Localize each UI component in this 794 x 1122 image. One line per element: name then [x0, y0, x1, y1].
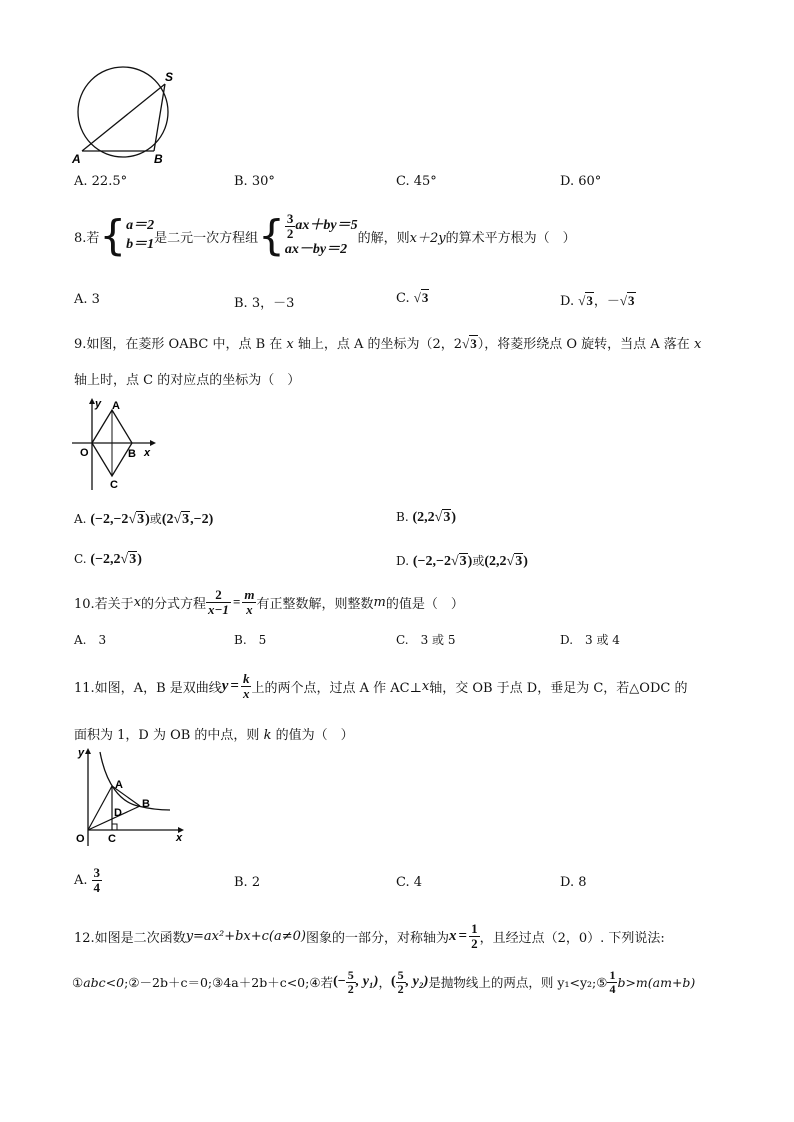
q9-opt-a-2e: ,−2) — [190, 512, 214, 527]
q10-eq: = — [232, 594, 241, 609]
label-A: A — [72, 152, 81, 166]
label-B: B — [128, 448, 136, 460]
question-9-line2: 轴上时，点 C 的对应点的坐标为（ ） — [74, 373, 301, 388]
q9-x: x — [286, 337, 294, 352]
q10-option-a: A. 3 — [74, 633, 107, 647]
q8-opt-d-prefix: D. — [560, 294, 575, 309]
label-x: x — [176, 832, 183, 844]
q12-func: y=ax²+bx+c(a≠0) — [185, 928, 306, 944]
q12-p1-num: 5 — [347, 967, 354, 982]
q8-opt-c-rad: 3 — [421, 290, 429, 305]
q11-text-b: 上的两个点，过点 A 作 AC⊥ — [251, 680, 422, 696]
q9-line1-a: 9.如图，在菱形 OABC 中，点 B 在 — [74, 337, 287, 352]
q7-option-a: A. 22.5° — [74, 174, 128, 189]
q11-k: k — [263, 728, 272, 743]
q9-opt-b: (2,2 — [412, 510, 435, 525]
q10-option-c: C. 3 或 5 — [396, 633, 456, 647]
sqrt-icon: √3 — [434, 510, 451, 525]
q12-s1m: abc<0 — [83, 974, 125, 990]
q12-line1-a: 12.如图是二次函数 — [74, 930, 186, 946]
segment-BS — [154, 84, 165, 151]
q11-text-a: 11.如图，A，B 是双曲线 — [74, 680, 222, 696]
q9-opt-c-prefix: C. — [74, 552, 87, 566]
q12-s4: 是抛物线上的两点，则 y₁<y₂;⑤ — [428, 975, 608, 990]
q9-opt-d-rad1: 3 — [459, 554, 467, 569]
q12-axis-x: x — [449, 927, 457, 944]
q8-system-2 — [285, 212, 358, 259]
x-axis-arrow-icon — [150, 440, 156, 446]
q10-f2-den: x — [246, 601, 253, 617]
label-C: C — [110, 479, 118, 491]
label-y: y — [78, 747, 85, 759]
q9-option-a — [74, 510, 213, 528]
q7-option-c: C. 45° — [396, 174, 437, 189]
q8-system-1 — [126, 217, 154, 255]
q8-option-a: A. 3 — [74, 292, 100, 307]
q8-opt-d-sep: ，－ — [593, 294, 620, 309]
q9-x2: x — [693, 337, 702, 352]
q11-option-a — [74, 860, 102, 900]
q10-text-d: 的值是（ ） — [385, 596, 464, 612]
sqrt-icon: √3 — [462, 336, 477, 351]
q8-prefix: 8.若 — [74, 230, 100, 246]
sqrt-icon: √3 — [619, 293, 635, 308]
rhombus-figure — [68, 396, 160, 492]
q7-option-d: D. 60° — [560, 174, 602, 189]
brace-icon: { — [258, 211, 285, 260]
sqrt-icon: √3 — [450, 554, 467, 569]
q11-line2-a: 面积为 1，D 为 OB 的中点，则 — [74, 728, 264, 743]
hyperbola-figure — [70, 744, 190, 848]
q12-p2-num: 5 — [397, 967, 404, 982]
q9-opt-a-rad1: 3 — [137, 512, 145, 527]
q9-option-b — [396, 510, 456, 526]
q9-rad: 3 — [470, 336, 477, 351]
sqrt-icon: √3 — [173, 512, 190, 527]
brace-icon: { — [99, 211, 127, 260]
q11-opt-a-den: 4 — [93, 879, 101, 895]
q11-opt-a-num: 3 — [93, 864, 101, 880]
q8-option-b: B. 3，－3 — [234, 296, 295, 311]
question-12-line1 — [74, 916, 665, 956]
q12-q-den: 4 — [609, 981, 616, 996]
label-C: C — [108, 833, 116, 845]
q12-q-fraction — [607, 969, 617, 995]
q8-fraction — [285, 212, 296, 240]
q9-opt-d-prefix: D. — [396, 554, 410, 568]
q9-opt-b-prefix: B. — [396, 510, 409, 524]
q9-opt-d-1e: ) — [467, 554, 473, 569]
sqrt-icon: √3 — [128, 512, 145, 527]
q11-frac-k: k — [242, 670, 250, 686]
q12-axis-fraction — [469, 922, 480, 950]
right-angle-icon — [112, 824, 117, 830]
q12-p2-close: , y₂) — [405, 974, 429, 989]
q8-sys1-line2: b＝1 — [126, 237, 155, 252]
q8-option-d — [560, 290, 636, 309]
q10-option-d: D. 3 或 4 — [560, 633, 620, 647]
q12-s1: ① — [72, 974, 84, 990]
question-11-line1 — [74, 666, 687, 706]
q12-p2-fraction — [396, 969, 406, 995]
segment-OA — [88, 786, 112, 830]
q10-text-c: 有正整数解，则整数 — [256, 596, 374, 612]
q8-opt-d-rad1: 3 — [586, 293, 593, 308]
q12-comma: ， — [378, 975, 391, 990]
q9-opt-b-rad: 3 — [443, 510, 451, 525]
q12-p1-den: 2 — [347, 981, 354, 996]
q11-text-b2: 轴，交 OB 于点 D，垂足为 C，若△ODC 的 — [429, 680, 688, 696]
question-10 — [74, 582, 464, 622]
q11-eq: = — [230, 677, 239, 694]
q8-frac-den: 2 — [286, 226, 294, 242]
label-B: B — [142, 798, 150, 810]
q8-expr: x＋2y — [409, 230, 446, 246]
q12-p1-close: , y₁) — [355, 974, 379, 989]
q12-axis-num: 1 — [471, 920, 478, 936]
q9-opt-d-2: (2,2 — [484, 554, 507, 569]
q9-opt-d-or: 或 — [472, 554, 485, 568]
q8-suffix-post: 的算术平方根为（ ） — [445, 230, 576, 246]
label-y: y — [95, 398, 102, 410]
question-11-line2 — [74, 724, 354, 743]
q11-x: x — [421, 678, 430, 694]
q11-frac-x: x — [242, 685, 250, 701]
sqrt-icon: √3 — [413, 290, 429, 305]
q10-text-b: 的分式方程 — [141, 596, 207, 612]
q8-option-c — [396, 290, 429, 306]
sqrt-icon: √3 — [506, 554, 523, 569]
label-O: O — [76, 833, 85, 845]
q11-option-c: C. 4 — [396, 875, 423, 890]
q10-fraction-2 — [242, 588, 256, 616]
q12-p1-fraction — [346, 969, 356, 995]
q9-opt-c-e: ) — [137, 552, 142, 567]
q8-sys2-line1-rest: ax＋by＝5 — [295, 218, 358, 234]
q8-sys2-line2: ax－by＝2 — [284, 241, 348, 257]
q11-option-b: B. 2 — [234, 875, 261, 890]
hyperbola-curve — [100, 752, 170, 810]
question-12-line2 — [72, 962, 695, 1002]
q11-line2-b: 的值为（ ） — [271, 728, 354, 743]
q9-opt-c: (−2,2 — [90, 552, 121, 567]
q10-m: m — [373, 594, 386, 610]
q9-line1-c: ），将菱形绕点 O 旋转，当点 A 落在 — [477, 337, 694, 352]
q12-line1-b: 图象的一部分，对称轴为 — [306, 930, 450, 946]
q12-p2-den: 2 — [397, 981, 404, 996]
q9-opt-d-1: (−2,−2 — [412, 554, 451, 569]
label-A: A — [112, 400, 120, 412]
q9-opt-a-2: (2 — [161, 512, 174, 527]
q7-option-b: B. 30° — [234, 174, 275, 189]
q9-option-d — [396, 552, 528, 570]
label-D: D — [114, 807, 122, 819]
q9-opt-a-1e: ) — [145, 512, 150, 527]
label-B: B — [154, 152, 163, 166]
circle-figure — [66, 66, 191, 166]
q8-sys1-line1: a＝2 — [126, 218, 155, 234]
q12-p1-open: (− — [333, 974, 346, 989]
q8-mid: 是二元一次方程组 — [154, 230, 259, 246]
q8-sys2-line1 — [285, 212, 358, 240]
q9-line1-b: 轴上，点 A 的坐标为（2，2 — [293, 337, 463, 352]
q9-opt-b-e: ) — [451, 510, 456, 525]
q9-opt-d-rad2: 3 — [515, 554, 523, 569]
sqrt-icon: √3 — [120, 552, 137, 567]
label-A: A — [115, 779, 123, 791]
q9-opt-c-rad: 3 — [129, 552, 137, 567]
q10-f2-num: m — [244, 586, 255, 602]
q12-q-num: 1 — [609, 967, 616, 982]
q9-opt-a-1: (−2,−2 — [90, 512, 129, 527]
q8-opt-c-prefix: C. — [396, 291, 410, 306]
q12-line1-c: ，且经过点（2，0）. 下列说法: — [479, 930, 665, 946]
q12-s5: b>m(am+b) — [617, 974, 696, 990]
segment-AS — [82, 84, 165, 151]
q10-text-a: 10.若关于 — [74, 596, 134, 612]
y-axis-arrow-icon — [85, 748, 91, 754]
q11-opt-a-fraction — [92, 866, 103, 894]
q12-p2-open: ( — [390, 974, 396, 989]
q10-f1-num: 2 — [206, 588, 231, 603]
q8-opt-d-rad2: 3 — [628, 293, 635, 308]
question-8 — [74, 208, 576, 264]
q10-option-b: B. 5 — [234, 633, 267, 647]
q11-fraction — [241, 672, 252, 700]
q9-opt-a-prefix: A. — [74, 512, 87, 526]
q8-suffix-pre: 的解，则 — [357, 230, 410, 246]
q9-opt-d-2e: ) — [523, 554, 528, 569]
q12-s2: ;②－2b＋c＝0;③4a＋2b＋c<0;④若 — [124, 975, 334, 990]
question-9-line1 — [74, 333, 701, 352]
label-O: O — [80, 447, 89, 459]
label-S: S — [165, 70, 174, 84]
q11-y: y — [221, 677, 229, 694]
q10-fraction-1 — [206, 588, 231, 616]
label-x: x — [144, 447, 151, 459]
q11-option-d: D. 8 — [560, 875, 587, 890]
q9-opt-a-or: 或 — [149, 512, 162, 526]
sqrt-icon: √3 — [578, 293, 593, 308]
q12-axis-den: 2 — [471, 935, 478, 951]
q9-opt-a-rad2: 3 — [182, 512, 190, 527]
q10-x: x — [133, 594, 142, 610]
q10-f1-den: x−1 — [208, 601, 229, 617]
q12-axis-eq: = — [458, 927, 468, 944]
q8-frac-num: 3 — [286, 211, 294, 227]
q11-opt-a-prefix: A. — [74, 872, 88, 888]
q9-option-c — [74, 552, 142, 568]
